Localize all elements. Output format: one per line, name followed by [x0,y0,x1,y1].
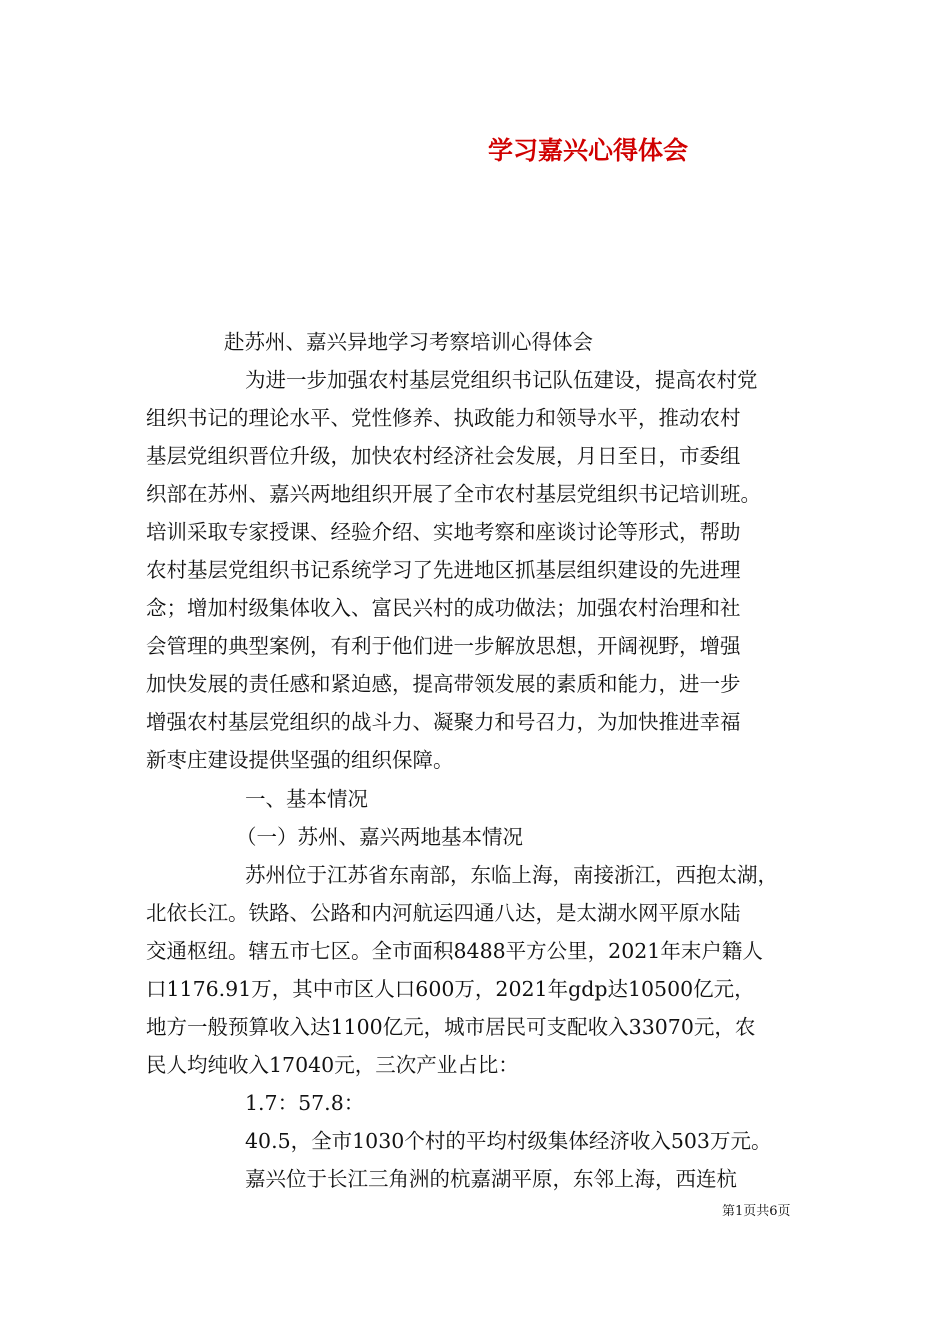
subsection-heading: （一）苏州、嘉兴两地基本情况 [236,825,523,849]
paragraph-line: 加快发展的责任感和紧迫感，提高带领发展的素质和能力，进一步 [146,672,741,696]
paragraph-line: 为进一步加强农村基层党组织书记队伍建设，提高农村党 [245,368,758,392]
paragraph-line: 苏州位于江苏省东南部，东临上海，南接浙江，西抱太湖， [245,863,778,887]
paragraph-line: 口1176.91万，其中市区人口600万，2021年gdp达10500亿元， [146,977,755,1001]
paragraph-line: 民人均纯收入17040元，三次产业占比： [146,1053,519,1077]
paragraph-line: 农村基层党组织书记系统学习了先进地区抓基层组织建设的先进理 [146,558,741,582]
paragraph-line: 增强农村基层党组织的战斗力、凝聚力和号召力，为加快推进幸福 [146,710,741,734]
paragraph-line: 念；增加村级集体收入、富民兴村的成功做法；加强农村治理和社 [146,596,741,620]
paragraph-line: 会管理的典型案例，有利于他们进一步解放思想，开阔视野，增强 [146,634,741,658]
paragraph-line: 交通枢纽。辖五市七区。全市面积8488平方公里，2021年末户籍人 [146,939,763,963]
paragraph-line: 嘉兴位于长江三角洲的杭嘉湖平原，东邻上海，西连杭 [245,1167,737,1191]
document-title: 学习嘉兴心得体会 [488,136,689,165]
paragraph-line: 基层党组织晋位升级，加快农村经济社会发展，月日至日，市委组 [146,444,741,468]
paragraph-line: 1.7：57.8： [245,1091,365,1115]
paragraph-line: 新枣庄建设提供坚强的组织保障。 [146,748,454,772]
paragraph-line: 织部在苏州、嘉兴两地组织开展了全市农村基层党组织书记培训班。 [146,482,761,506]
paragraph-line: 组织书记的理论水平、党性修养、执政能力和领导水平，推动农村 [146,406,741,430]
paragraph-line: 地方一般预算收入达1100亿元，城市居民可支配收入33070元，农 [146,1015,756,1039]
document-subtitle: 赴苏州、嘉兴异地学习考察培训心得体会 [224,330,593,354]
paragraph-line: 北依长江。铁路、公路和内河航运四通八达，是太湖水网平原水陆 [146,901,741,925]
page-number: 第1页共6页 [722,1204,791,1219]
paragraph-line: 40.5，全市1030个村的平均村级集体经济收入503万元。 [245,1129,772,1153]
paragraph-line: 培训采取专家授课、经验介绍、实地考察和座谈讨论等形式，帮助 [146,520,741,544]
section-heading: 一、基本情况 [245,787,368,811]
